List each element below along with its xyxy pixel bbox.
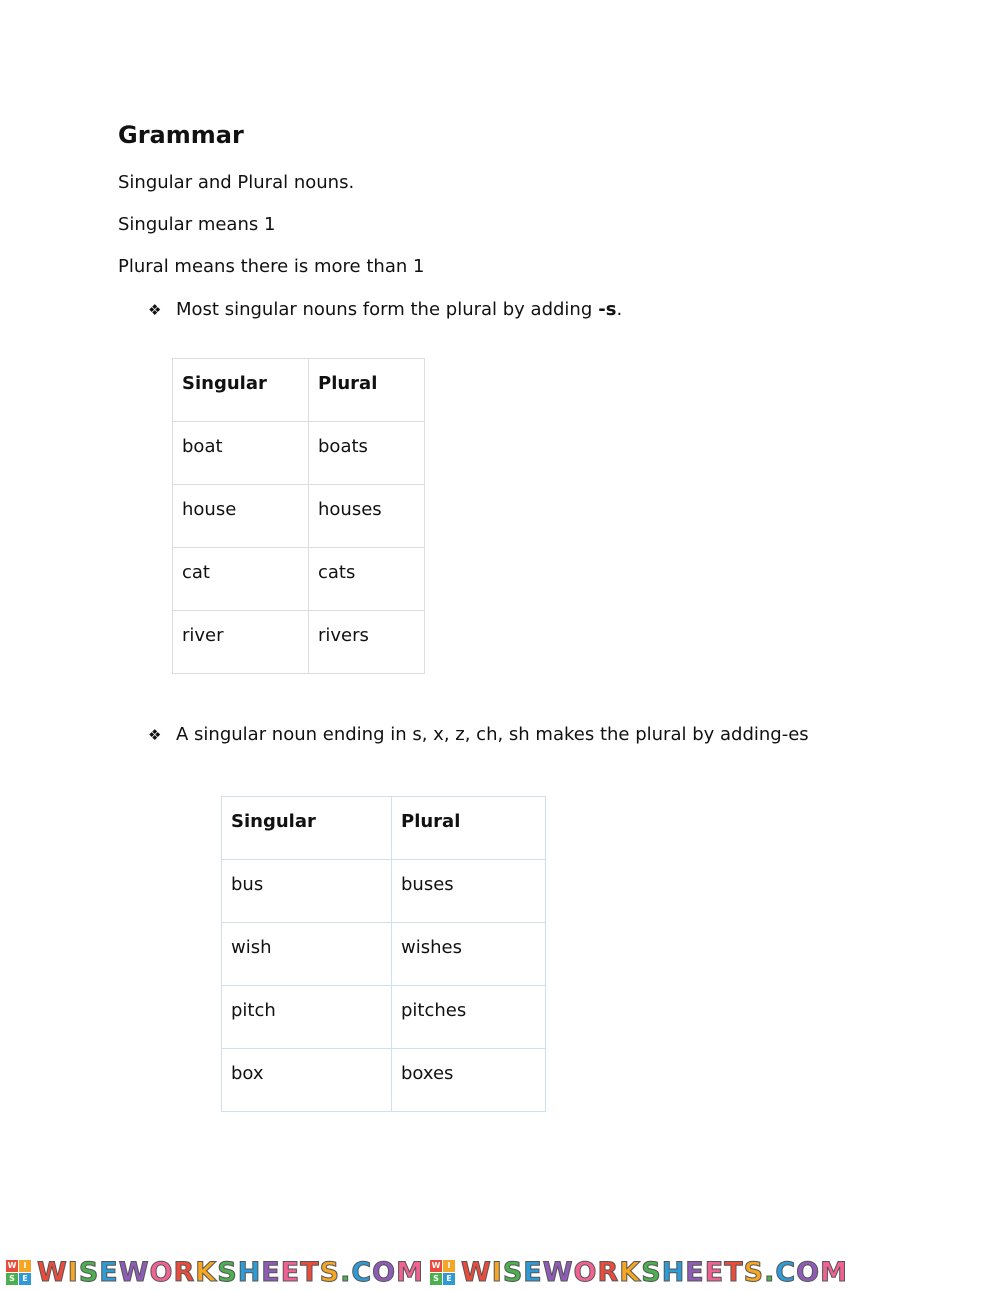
table-header-singular: Singular bbox=[173, 359, 309, 422]
watermark-wordmark: WISEWORKSHEETS.COM bbox=[37, 1256, 424, 1288]
singular-cell: house bbox=[173, 485, 309, 548]
watermark-footer bbox=[0, 1255, 1000, 1289]
logo-box-letter: I bbox=[443, 1260, 455, 1272]
plural-cell: pitches bbox=[392, 986, 546, 1049]
rule-1-text: Most singular nouns form the plural by adding bbox=[176, 299, 593, 320]
singular-cell: pitch bbox=[222, 986, 392, 1049]
plural-es-table bbox=[221, 796, 546, 1112]
diamond-bullet-icon: ❖ bbox=[148, 725, 162, 744]
table-row bbox=[222, 1049, 546, 1112]
plural-s-table bbox=[172, 358, 425, 674]
singular-cell: river bbox=[173, 611, 309, 674]
logo-box-letter: S bbox=[430, 1273, 442, 1285]
table-row bbox=[222, 923, 546, 986]
logo-box-letter: I bbox=[19, 1260, 31, 1272]
singular-cell: box bbox=[222, 1049, 392, 1112]
table-row bbox=[173, 548, 425, 611]
table-row bbox=[173, 485, 425, 548]
rule-1-suffix: -s bbox=[598, 299, 617, 320]
rule-2 bbox=[148, 724, 809, 745]
table-header-row bbox=[173, 359, 425, 422]
logo-box-icon bbox=[6, 1260, 31, 1285]
plural-cell: boats bbox=[309, 422, 425, 485]
logo-box-letter: S bbox=[6, 1273, 18, 1285]
page-title: Grammar bbox=[118, 121, 244, 149]
logo-box-letter: W bbox=[431, 1260, 441, 1270]
logo-box-letter: E bbox=[443, 1273, 455, 1285]
intro-line-1: Singular and Plural nouns. bbox=[118, 172, 355, 193]
table-header-plural: Plural bbox=[309, 359, 425, 422]
singular-cell: cat bbox=[173, 548, 309, 611]
plural-cell: rivers bbox=[309, 611, 425, 674]
rule-1-end: . bbox=[616, 299, 623, 320]
table-header-row bbox=[222, 797, 546, 860]
plural-cell: boxes bbox=[392, 1049, 546, 1112]
logo-box-letter: E bbox=[19, 1273, 31, 1285]
plural-cell: wishes bbox=[392, 923, 546, 986]
plural-cell: cats bbox=[309, 548, 425, 611]
singular-cell: boat bbox=[173, 422, 309, 485]
rule-2-text: A singular noun ending in s, x, z, ch, sh makes the plural by adding-es bbox=[176, 724, 809, 745]
table-row bbox=[222, 986, 546, 1049]
logo-box-icon bbox=[430, 1260, 455, 1285]
intro-line-3: Plural means there is more than 1 bbox=[118, 256, 425, 277]
table-row bbox=[173, 611, 425, 674]
table-header-plural: Plural bbox=[392, 797, 546, 860]
watermark-wordmark: WISEWORKSHEETS.COM bbox=[461, 1256, 848, 1288]
plural-cell: houses bbox=[309, 485, 425, 548]
plural-cell: buses bbox=[392, 860, 546, 923]
singular-cell: wish bbox=[222, 923, 392, 986]
table-header-singular: Singular bbox=[222, 797, 392, 860]
logo-box-letter: W bbox=[7, 1260, 17, 1270]
diamond-bullet-icon: ❖ bbox=[148, 300, 162, 319]
singular-cell: bus bbox=[222, 860, 392, 923]
watermark-logo-2 bbox=[430, 1257, 848, 1288]
rule-1 bbox=[148, 299, 622, 320]
table-row bbox=[222, 860, 546, 923]
intro-line-2: Singular means 1 bbox=[118, 214, 276, 235]
table-row bbox=[173, 422, 425, 485]
watermark-logo-1 bbox=[6, 1257, 424, 1288]
